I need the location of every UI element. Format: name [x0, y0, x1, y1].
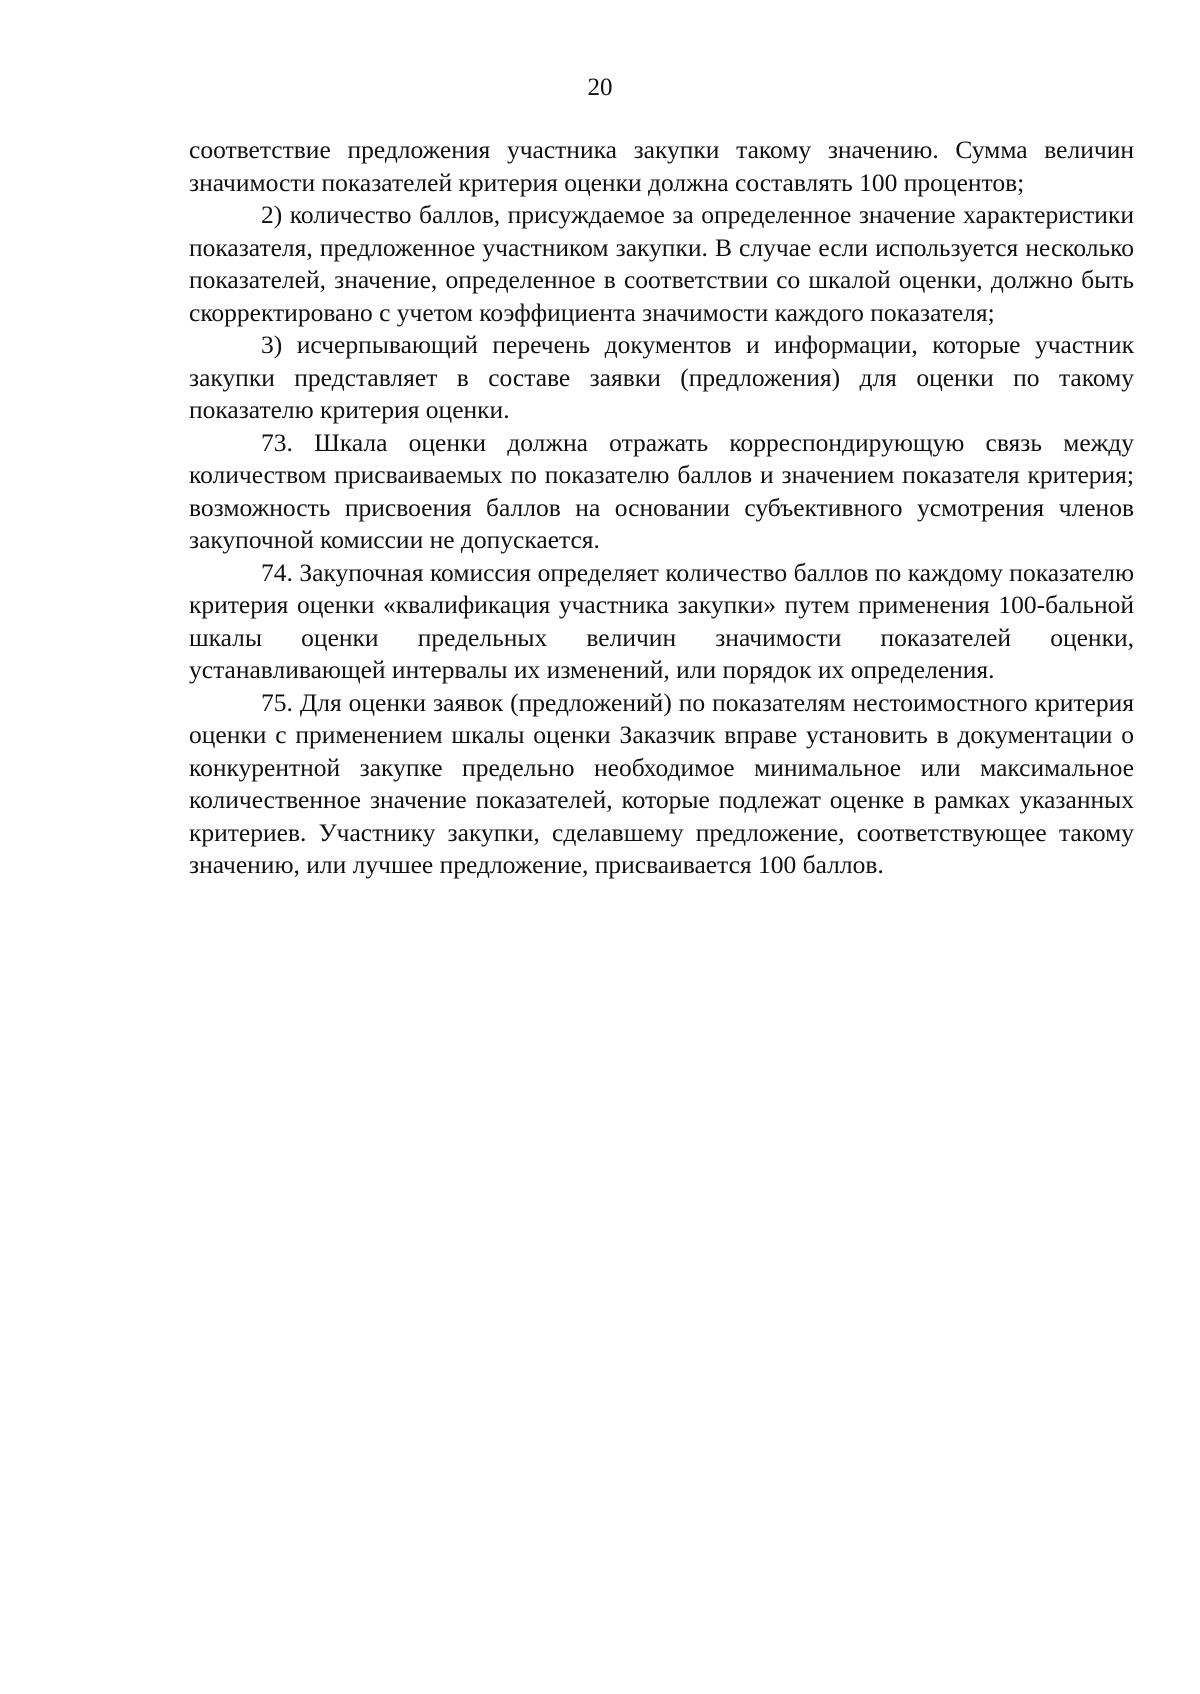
paragraph-75: 75. Для оценки заявок (предложений) по показателям нестоимостного критерия оценки с применением шкалы оценки Заказчик вправе установить в документации о конкурентной закупке предельно необходимое минимальное или максимальное количественное значение показателей, которые подлежат оценке в рамках указанных критериев. Участнику закупки, сделавшему предложение, соответствующее такому значению, или лучшее предложение, присваивается 100 баллов.: [189, 687, 1134, 879]
paragraph-73: 73. Шкала оценки должна отражать корреспондирующую связь между количеством присваиваемых по показателю баллов и значением показателя критерия; возможность присвоения баллов на основании субъективного усмотрения членов закупочной комиссии не допускается.: [189, 427, 1134, 554]
paragraph-item-2: 2) количество баллов, присуждаемое за определенное значение характеристики показателя, предложенное участником закупки. В случае если используется несколько показателей, значение, определенное в соответствии со шкалой оценки, должно быть скорректировано с учетом коэффициента значимости каждого показателя;: [189, 200, 1134, 327]
paragraph-continuation: соответствие предложения участника закупки такому значению. Сумма величин значимости показателей критерия оценки должна составлять 100 процентов;: [189, 135, 1134, 197]
document-body: [189, 134, 1134, 882]
page-number: 20: [587, 74, 613, 101]
paragraph-item-3: 3) исчерпывающий перечень документов и информации, которые участник закупки представляет в составе заявки (предложения) для оценки по такому показателю критерия оценки.: [189, 330, 1134, 424]
paragraph-74: 74. Закупочная комиссия определяет количество баллов по каждому показателю критерия оценки «квалификация участника закупки» путем применения 100-бальной шкалы оценки предельных величин значимости показателей оценки, устанавливающей интервалы их изменений, или порядок их определения.: [189, 557, 1134, 684]
